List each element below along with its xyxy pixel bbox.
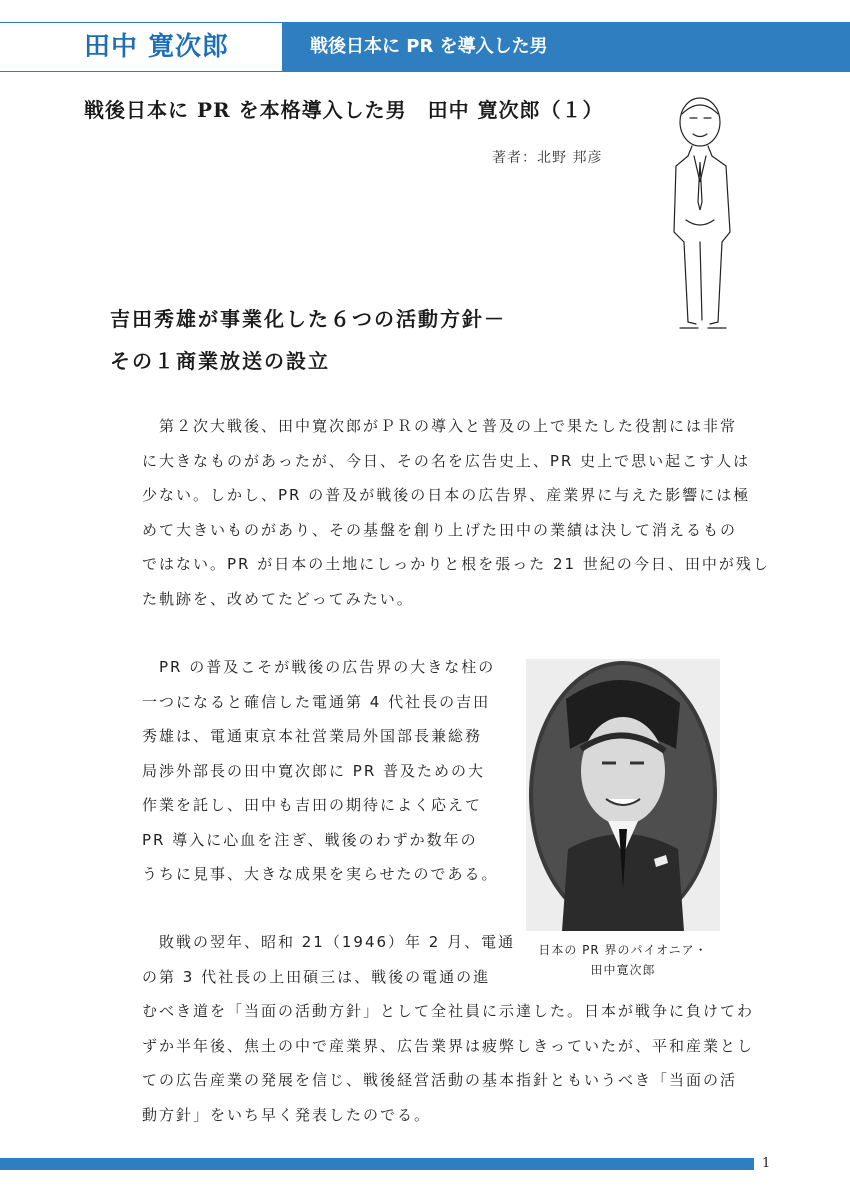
section-heading-line: その１商業放送の設立 [110,349,330,373]
header-name: 田中 寛次郎 [0,23,282,71]
text-line: ての広告産業の発展を信じ、戦後経営活動の基本指針ともいうべき「当面の活 [142,1071,738,1089]
paragraph-yoshida [142,650,502,892]
text-line: うちに見事、大きな成果を実らせたのである。 [142,865,499,883]
section-heading [110,298,630,382]
paragraph-intro [142,409,770,616]
page-number: 1 [762,1156,771,1171]
text-line: むべき道を「当面の活動方針」として全社員に示達した。日本が戦争に負けてわ [142,1002,755,1020]
text-line: 作業を託し、田中も吉田の期待によく応えて [142,796,483,814]
author-credit: 著者：北野 邦彦 [492,150,603,166]
text-line: 一つになると確信した電通第 4 代社長の吉田 [142,692,491,711]
text-line: 敗戦の翌年、昭和 21（1946）年 2 月、電通 [142,933,516,951]
section-heading-line: 吉田秀雄が事業化した６つの活動方針－ [110,307,506,331]
text-line: の第 3 代社長の上田碩三は、戦後の電通の進 [142,967,491,986]
header-subtitle: 戦後日本に PR を導入した男 [282,23,850,71]
page-header [0,22,850,72]
text-line: PR の普及こそが戦後の広告界の大きな柱の [142,658,496,676]
text-line: ずか半年後、焦土の中で産業界、広告業界は疲弊しきっていたが、平和産業とし [142,1036,755,1055]
caption-line: 田中寛次郎 [590,963,656,977]
text-line: めて大きいものがあり、その基盤を創り上げた田中の業績は決して消えるもの [142,520,738,539]
text-line: に大きなものがあったが、今日、その名を広告史上、PR 史上で思い起こす人は [142,451,751,470]
caricature-illustration [660,92,760,332]
paragraph-postwar [142,925,757,1132]
text-line: た軌跡を、改めてたどってみたい。 [142,589,414,608]
text-line: 動方針」をいち早く発表したのでる。 [142,1105,432,1124]
text-line: 少ない。しかし、PR の普及が戦後の日本の広告界、産業界に与えた影響には極 [142,486,751,504]
caption-line: 日本の PR 界のパイオニア・ [538,943,708,957]
article-title: 戦後日本に PR を本格導入した男 田中 寛次郎（１） [84,98,604,122]
portrait-photo [526,659,720,931]
text-line: 秀雄は、電通東京本社営業局外国部長兼総務 [142,727,483,745]
text-line: ではない。PR が日本の土地にしっかりと根を張った 21 世紀の今日、田中が残し [142,555,770,573]
footer-bar [0,1158,754,1170]
text-line: 局渉外部長の田中寛次郎に PR 普及ための大 [142,761,486,780]
text-line: PR 導入に心血を注ぎ、戦後のわずか数年の [142,830,478,849]
text-line: 第２次大戦後、田中寛次郎がＰＲの導入と普及の上で果たした役割には非常 [142,417,738,435]
